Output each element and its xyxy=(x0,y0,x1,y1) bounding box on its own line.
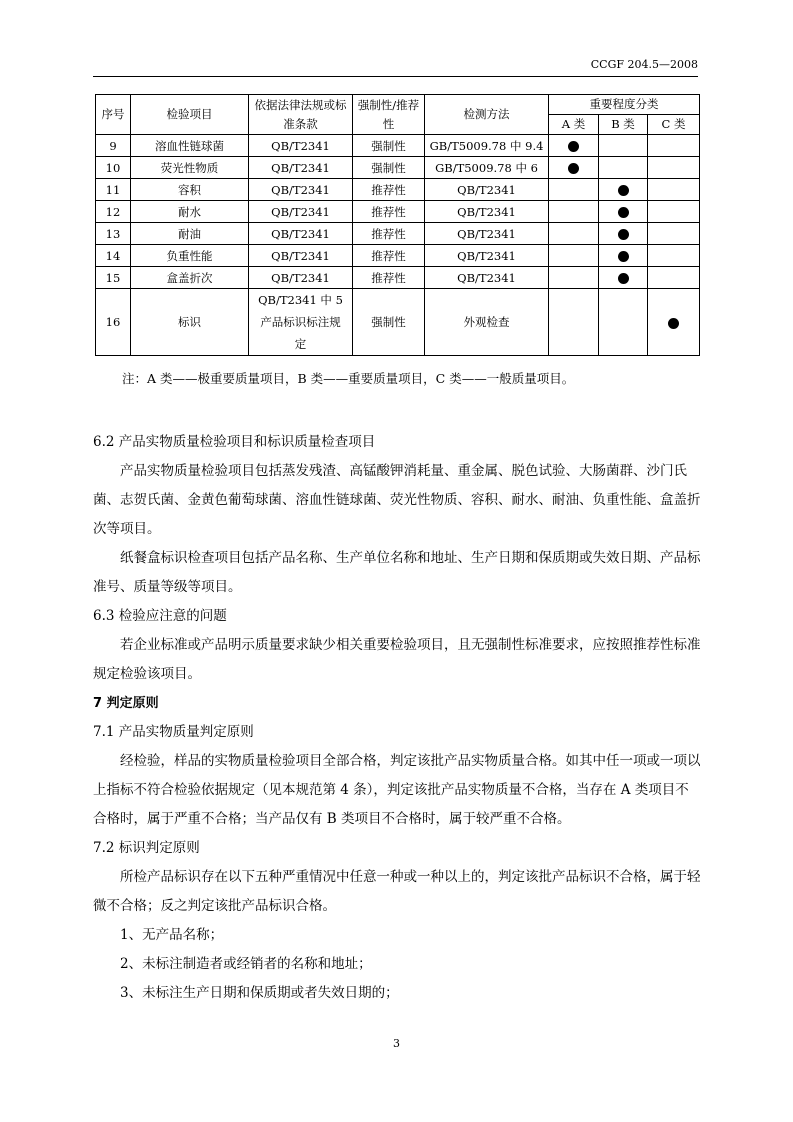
table-row xyxy=(96,179,700,201)
paragraph: 产品实物质量检验项目包括蒸发残渣、高锰酸钾消耗量、重金属、脱色试验、大肠菌群、沙门氏菌、志贺氏菌、金黄色葡萄球菌、溶血性链球菌、荧光性物质、容积、耐水、耐油、负重性能、盒盖折次等项目。 xyxy=(93,463,701,537)
cell-class-b xyxy=(599,135,648,157)
page-number: 3 xyxy=(393,1037,400,1050)
row-basis: QB/T2341 xyxy=(249,157,353,179)
row-mandatory: 推荐性 xyxy=(353,179,425,201)
header-seq: 序号 xyxy=(96,95,131,135)
classification-dot xyxy=(568,163,579,174)
inspection-items-table xyxy=(95,94,700,356)
row-method: QB/T2341 xyxy=(425,201,549,223)
row-no: 12 xyxy=(96,201,131,223)
row-method: QB/T2341 xyxy=(425,223,549,245)
cell-class-c xyxy=(648,289,700,356)
document-code: CCGF 204.5—2008 xyxy=(590,58,698,71)
header-method: 检测方法 xyxy=(425,95,549,135)
row-item: 负重性能 xyxy=(131,245,249,267)
row-basis: QB/T2341 xyxy=(249,267,353,289)
classification-dot xyxy=(668,318,679,329)
row-no: 11 xyxy=(96,179,131,201)
document-body xyxy=(93,428,701,1008)
cell-class-b xyxy=(599,223,648,245)
row-method: QB/T2341 xyxy=(425,267,549,289)
section-7-2-heading: 7.2 标识判定原则 xyxy=(93,840,200,856)
row-mandatory: 推荐性 xyxy=(353,267,425,289)
list-item: 1、无产品名称； xyxy=(120,927,224,943)
row-method: GB/T5009.78 中 6 xyxy=(425,157,549,179)
row-mandatory: 强制性 xyxy=(353,289,425,356)
row-method: QB/T2341 xyxy=(425,179,549,201)
row-item: 耐水 xyxy=(131,201,249,223)
row-mandatory: 强制性 xyxy=(353,157,425,179)
header-mandatory: 强制性/推荐性 xyxy=(353,95,425,135)
row-basis: QB/T2341 中 5 产品标识标注规定 xyxy=(249,289,353,356)
paragraph: 所检产品标识存在以下五种严重情况中任意一种或一种以上的，判定该批产品标识不合格，属于轻微不合格；反之判定该批产品标识合格。 xyxy=(93,869,701,914)
row-mandatory: 强制性 xyxy=(353,135,425,157)
row-method: GB/T5009.78 中 9.4 xyxy=(425,135,549,157)
header-rule xyxy=(93,76,698,77)
cell-class-c xyxy=(648,245,700,267)
cell-class-c xyxy=(648,179,700,201)
cell-class-c xyxy=(648,135,700,157)
row-basis: QB/T2341 xyxy=(249,223,353,245)
classification-dot xyxy=(618,207,629,218)
cell-class-a xyxy=(549,245,599,267)
row-no: 16 xyxy=(96,289,131,356)
cell-class-b xyxy=(599,245,648,267)
cell-class-a xyxy=(549,289,599,356)
cell-class-a xyxy=(549,157,599,179)
section-7-1-heading: 7.1 产品实物质量判定原则 xyxy=(93,724,254,740)
section-6-2-heading: 6.2 产品实物质量检验项目和标识质量检查项目 xyxy=(93,434,376,450)
section-7-heading: 7 判定原则 xyxy=(93,696,159,711)
row-basis: QB/T2341 xyxy=(249,179,353,201)
header-item: 检验项目 xyxy=(131,95,249,135)
row-item: 荧光性物质 xyxy=(131,157,249,179)
cell-class-b xyxy=(599,179,648,201)
row-basis: QB/T2341 xyxy=(249,245,353,267)
table-row xyxy=(96,201,700,223)
cell-class-a xyxy=(549,179,599,201)
classification-dot xyxy=(618,273,629,284)
cell-class-a xyxy=(549,223,599,245)
cell-class-b xyxy=(599,157,648,179)
classification-dot xyxy=(618,251,629,262)
section-6-3-heading: 6.3 检验应注意的问题 xyxy=(93,608,227,624)
table-row xyxy=(96,135,700,157)
header-class-a: A 类 xyxy=(549,115,599,135)
row-basis: QB/T2341 xyxy=(249,135,353,157)
row-no: 14 xyxy=(96,245,131,267)
classification-dot xyxy=(618,229,629,240)
cell-class-c xyxy=(648,201,700,223)
row-mandatory: 推荐性 xyxy=(353,223,425,245)
list-item: 3、未标注生产日期和保质期或者失效日期的； xyxy=(120,985,399,1001)
paragraph: 若企业标准或产品明示质量要求缺少相关重要检验项目，且无强制性标准要求，应按照推荐性标准规定检验该项目。 xyxy=(93,637,701,682)
cell-class-c xyxy=(648,157,700,179)
row-item: 溶血性链球菌 xyxy=(131,135,249,157)
cell-class-b xyxy=(599,289,648,356)
table-row xyxy=(96,157,700,179)
header-class-c: C 类 xyxy=(648,115,700,135)
table-row xyxy=(96,289,700,356)
row-no: 15 xyxy=(96,267,131,289)
cell-class-b xyxy=(599,201,648,223)
cell-class-c xyxy=(648,267,700,289)
table-note: 注：A 类——极重要质量项目，B 类——重要质量项目，C 类——一般质量项目。 xyxy=(122,371,575,386)
table-row xyxy=(96,223,700,245)
row-method: 外观检查 xyxy=(425,289,549,356)
cell-class-a xyxy=(549,135,599,157)
paragraph: 纸餐盒标识检查项目包括产品名称、生产单位名称和地址、生产日期和保质期或失效日期、产品标准号、质量等级等项目。 xyxy=(93,550,701,595)
row-item: 耐油 xyxy=(131,223,249,245)
classification-dot xyxy=(618,185,629,196)
header-basis: 依据法律法规或标准条款 xyxy=(249,95,353,135)
row-mandatory: 推荐性 xyxy=(353,201,425,223)
row-item: 盒盖折次 xyxy=(131,267,249,289)
cell-class-c xyxy=(648,223,700,245)
row-mandatory: 推荐性 xyxy=(353,245,425,267)
cell-class-a xyxy=(549,267,599,289)
row-no: 9 xyxy=(96,135,131,157)
paragraph: 经检验，样品的实物质量检验项目全部合格，判定该批产品实物质量合格。如其中任一项或一项以上指标不符合检验依据规定（见本规范第 4 条），判定该批产品实物质量不合格，当存在 A 类项目不合格时，属于严重不合格；当产品仅有 B 类项目不合格时，属于较严重不合格。 xyxy=(93,753,701,827)
header-importance: 重要程度分类 xyxy=(549,95,700,115)
row-no: 13 xyxy=(96,223,131,245)
row-no: 10 xyxy=(96,157,131,179)
row-item: 容积 xyxy=(131,179,249,201)
table-row xyxy=(96,267,700,289)
header-class-b: B 类 xyxy=(599,115,648,135)
row-method: QB/T2341 xyxy=(425,245,549,267)
row-item: 标识 xyxy=(131,289,249,356)
cell-class-a xyxy=(549,201,599,223)
list-item: 2、未标注制造者或经销者的名称和地址； xyxy=(120,956,372,972)
row-basis: QB/T2341 xyxy=(249,201,353,223)
classification-dot xyxy=(568,141,579,152)
table-row xyxy=(96,245,700,267)
cell-class-b xyxy=(599,267,648,289)
